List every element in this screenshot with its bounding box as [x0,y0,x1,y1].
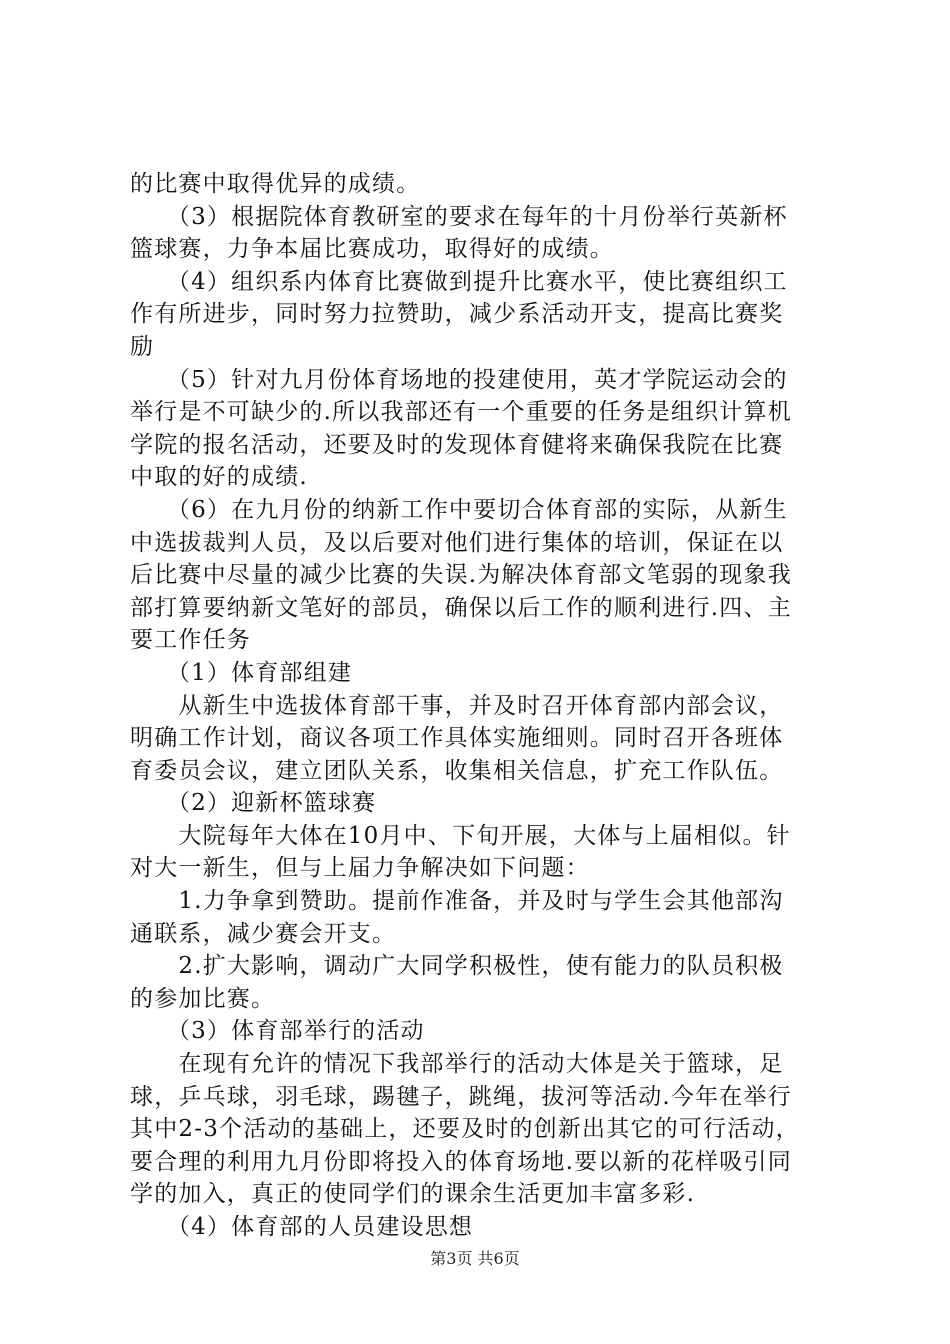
text-line: （5）针对九月份体育场地的投建使用，英才学院运动会的 [130,366,788,393]
text-line: 育委员会议，建立团队关系，收集相关信息，扩充工作队伍。 [130,757,784,784]
text-line: （3）根据院体育教研室的要求在每年的十月份举行英新杯 [130,203,788,230]
text-line: 明确工作计划，商议各项工作具体实施细则。同时召开各班体 [130,725,784,752]
text-line: 学院的报名活动，还要及时的发现体育健将来确保我院在比赛 [130,431,784,458]
text-line: 通联系，减少赛会开支。 [130,920,397,947]
text-line: 篮球赛，力争本届比赛成功，取得好的成绩。 [130,236,614,263]
text-line: 对大一新生，但与上届力争解决如下问题： [130,855,590,882]
section-heading: （1）体育部组建 [130,659,353,686]
text-line: 的参加比赛。 [130,985,276,1012]
text-line: 部打算要纳新文笔好的部员，确保以后工作的顺利进行.四、主 [130,594,792,621]
text-line: 1.力争拿到赞助。提前作准备，并及时与学生会其他部沟 [130,888,784,915]
section-heading: （2）迎新杯篮球赛 [130,790,377,817]
document-body [130,168,830,1244]
section-heading: （3）体育部举行的活动 [130,1018,425,1045]
text-line: 后比赛中尽量的减少比赛的失误.为解决体育部文笔弱的现象我 [130,562,792,589]
text-line: 励 [130,333,155,360]
text-line: 中取的好的成绩. [130,464,308,491]
text-line: 要合理的利用九月份即将投入的体育场地.要以新的花样吸引同 [130,1148,792,1175]
text-line: 在现有允许的情况下我部举行的活动大体是关于篮球，足 [130,1051,784,1078]
text-line: 从新生中选拔体育部干事，并及时召开体育部内部会议， [130,692,784,719]
text-line: 2.扩大影响，调动广大同学积极性，使有能力的队员积极 [130,953,784,980]
text-line: 球，乒乓球，羽毛球，踢毽子，跳绳，拔河等活动.今年在举行 [130,1083,792,1110]
page-number-footer: 第3页 共6页 [430,1249,520,1268]
text-line: 其中2-3个活动的基础上，还要及时的创新出其它的可行活动， [130,1116,800,1143]
text-line: 中选拔裁判人员，及以后要对他们进行集体的培训，保证在以 [130,529,784,556]
text-line: 举行是不可缺少的.所以我部还有一个重要的任务是组织计算机 [130,399,792,426]
text-line: 大院每年大体在10月中、下旬开展，大体与上届相似。针 [130,822,791,849]
text-line: （6）在九月份的纳新工作中要切合体育部的实际，从新生 [130,496,788,523]
text-line: 作有所进步，同时努力拉赞助，减少系活动开支，提高比赛奖 [130,301,784,328]
text-line: 要工作任务 [130,627,251,654]
section-heading: （4）体育部的人员建设思想 [130,1214,474,1240]
text-line: 的比赛中取得优异的成绩。 [130,171,421,197]
text-line: （4）组织系内体育比赛做到提升比赛水平，使比赛组织工 [130,268,788,295]
text-line: 学的加入，真正的使同学们的课余生活更加丰富多彩. [130,1181,696,1208]
